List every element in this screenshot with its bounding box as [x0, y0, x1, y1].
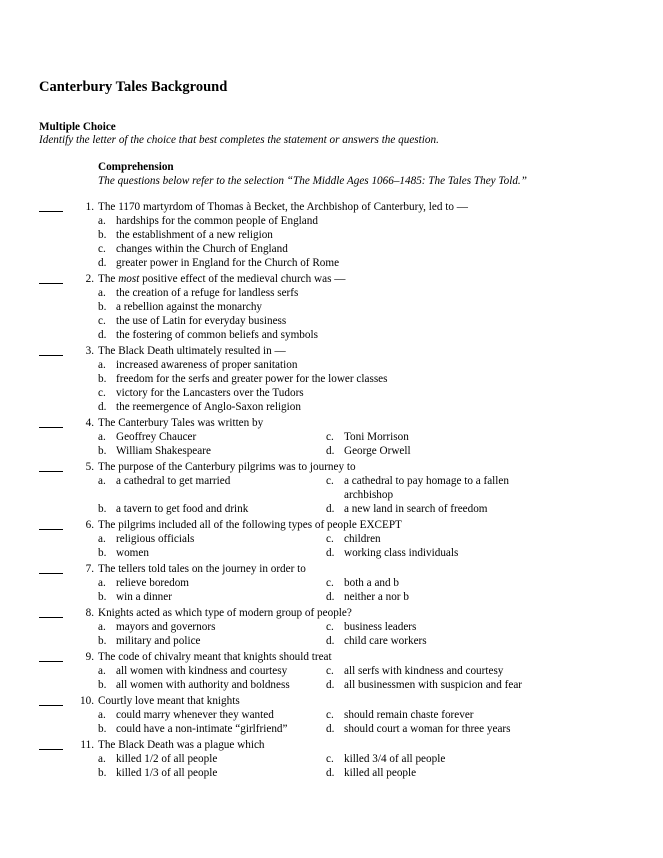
choice-text: should court a woman for three years [344, 723, 511, 735]
choice-letter: a. [98, 215, 106, 227]
choice-text: victory for the Lancasters over the Tudors [116, 387, 304, 399]
choice-letter: d. [326, 723, 335, 735]
choice-list [98, 214, 639, 270]
question-list [39, 200, 639, 782]
choice-text: killed 1/3 of all people [116, 767, 218, 779]
answer-choice [98, 300, 639, 314]
question-line [39, 344, 639, 358]
answer-choice [98, 634, 326, 648]
choice-text: could marry whenever they wanted [116, 709, 274, 721]
answer-choice [98, 766, 326, 780]
answer-choice [98, 372, 639, 386]
choice-letter: c. [326, 753, 334, 765]
choice-letter: a. [98, 431, 106, 443]
choice-letter: d. [326, 635, 335, 647]
answer-blank[interactable] [39, 573, 63, 574]
question-text: The purpose of the Canterbury pilgrims was to journey to [98, 461, 356, 473]
answer-choice [326, 752, 626, 766]
answer-choice [98, 286, 639, 300]
answer-blank[interactable] [39, 471, 63, 472]
choice-text: killed all people [344, 767, 417, 779]
answer-choice [98, 532, 326, 546]
answer-choice [326, 678, 626, 692]
question-text: Courtly love meant that knights [98, 695, 240, 707]
question-text: The pilgrims included all of the following types of people EXCEPT [98, 519, 402, 531]
choice-text: the reemergence of Anglo-Saxon religion [116, 401, 301, 413]
answer-blank[interactable] [39, 427, 63, 428]
choice-text: relieve boredom [116, 577, 189, 589]
question-text-part: positive effect of the medieval church was — [139, 273, 346, 285]
answer-choice [98, 590, 326, 604]
question-number: 3. [85, 345, 94, 357]
question-line [39, 518, 639, 532]
question-text: The tellers told tales on the journey in order to [98, 563, 306, 575]
choice-list [98, 576, 639, 604]
answer-blank[interactable] [39, 749, 63, 750]
question-line [39, 738, 639, 752]
choice-letter: d. [326, 767, 335, 779]
question-number: 7. [85, 563, 94, 575]
choice-letter: a. [98, 665, 106, 677]
answer-blank[interactable] [39, 355, 63, 356]
question-text-part: The [98, 273, 119, 285]
choice-letter: c. [98, 243, 106, 255]
choice-text: George Orwell [344, 445, 411, 457]
answer-choice [326, 546, 626, 560]
answer-choice [98, 664, 326, 678]
answer-choice [98, 444, 326, 458]
question-text: The Canterbury Tales was written by [98, 417, 264, 429]
choice-text: should remain chaste forever [344, 709, 474, 721]
choice-letter: d. [326, 503, 335, 515]
choice-text: a cathedral to pay homage to a fallen archbishop [344, 475, 509, 501]
choice-letter: d. [326, 591, 335, 603]
answer-choice [98, 242, 639, 256]
choice-text: a tavern to get food and drink [116, 503, 249, 515]
answer-blank[interactable] [39, 705, 63, 706]
section-heading: Multiple Choice [39, 121, 116, 133]
question-item [39, 200, 639, 270]
choice-text: military and police [116, 635, 201, 647]
question-item [39, 694, 639, 736]
document-title: Canterbury Tales Background [39, 79, 228, 95]
choice-letter: d. [98, 257, 107, 269]
choice-text: mayors and governors [116, 621, 216, 633]
choice-text: a cathedral to get married [116, 475, 231, 487]
choice-text: greater power in England for the Church of Rome [116, 257, 340, 269]
choice-list [98, 708, 639, 736]
question-text-emphasis: most [118, 273, 140, 285]
choice-text: Toni Morrison [344, 431, 409, 443]
answer-choice [326, 590, 626, 604]
choice-letter: c. [326, 709, 334, 721]
question-item [39, 460, 639, 516]
answer-blank[interactable] [39, 211, 63, 212]
choice-list [98, 358, 639, 414]
choice-letter: a. [98, 753, 106, 765]
choice-letter: b. [98, 373, 107, 385]
choice-letter: b. [98, 503, 107, 515]
question-number: 11. [80, 739, 94, 751]
question-text: Knights acted as which type of modern group of people? [98, 607, 352, 619]
choice-text: neither a nor b [344, 591, 409, 603]
question-text [98, 272, 345, 286]
question-line [39, 650, 639, 664]
choice-text: women [116, 547, 149, 559]
question-text: The code of chivalry meant that knights should treat [98, 651, 332, 663]
choice-letter: b. [98, 301, 107, 313]
answer-choice [326, 444, 626, 458]
choice-letter: d. [98, 401, 107, 413]
answer-choice [326, 722, 626, 736]
choice-text: child care workers [344, 635, 427, 647]
answer-choice [326, 708, 626, 722]
choice-text: a rebellion against the monarchy [116, 301, 263, 313]
choice-letter: b. [98, 635, 107, 647]
choice-text: the fostering of common beliefs and symbols [116, 329, 318, 341]
question-number: 6. [85, 519, 94, 531]
answer-choice [326, 634, 626, 648]
answer-choice [98, 214, 639, 228]
choice-text: all women with authority and boldness [116, 679, 290, 691]
choice-letter: b. [98, 547, 107, 559]
choice-list [98, 752, 639, 780]
choice-letter: d. [326, 679, 335, 691]
question-text: The 1170 martyrdom of Thomas à Becket, the Archbishop of Canterbury, led to — [98, 201, 468, 213]
choice-letter: a. [98, 475, 106, 487]
question-item [39, 416, 639, 458]
question-item [39, 562, 639, 604]
choice-list [98, 664, 639, 692]
choice-letter: c. [98, 387, 106, 399]
answer-choice [98, 576, 326, 590]
question-line [39, 562, 639, 576]
choice-text: the use of Latin for everyday business [116, 315, 287, 327]
answer-choice [98, 314, 639, 328]
answer-choice [98, 386, 639, 400]
choice-text: freedom for the serfs and greater power for the lower classes [116, 373, 388, 385]
choice-text: William Shakespeare [116, 445, 211, 457]
choice-text: could have a non-intimate “girlfriend” [116, 723, 288, 735]
choice-text: all serfs with kindness and courtesy [344, 665, 504, 677]
answer-blank[interactable] [39, 529, 63, 530]
answer-choice [98, 256, 639, 270]
question-line [39, 200, 639, 214]
answer-choice [98, 752, 326, 766]
choice-letter: b. [98, 679, 107, 691]
choice-text: a new land in search of freedom [344, 503, 488, 515]
answer-choice [326, 664, 626, 678]
answer-choice [98, 358, 639, 372]
choice-text: the creation of a refuge for landless serfs [116, 287, 299, 299]
choice-letter: a. [98, 577, 106, 589]
answer-choice [326, 766, 626, 780]
answer-choice [326, 502, 626, 516]
choice-letter: c. [98, 315, 106, 327]
answer-choice [326, 474, 626, 502]
answer-choice [326, 620, 626, 634]
choice-text: children [344, 533, 381, 545]
choice-text: increased awareness of proper sanitation [116, 359, 298, 371]
choice-letter: c. [326, 665, 334, 677]
question-item [39, 650, 639, 692]
choice-text: killed 1/2 of all people [116, 753, 218, 765]
choice-text: religious officials [116, 533, 195, 545]
choice-letter: b. [98, 767, 107, 779]
choice-text: business leaders [344, 621, 417, 633]
choice-letter: a. [98, 533, 106, 545]
question-line [39, 272, 639, 286]
choice-letter: a. [98, 621, 106, 633]
choice-list [98, 474, 639, 516]
choice-letter: b. [98, 229, 107, 241]
answer-choice [98, 678, 326, 692]
choice-text: working class individuals [344, 547, 459, 559]
question-item [39, 518, 639, 560]
answer-choice [98, 708, 326, 722]
choice-letter: b. [98, 445, 107, 457]
question-text: The Black Death ultimately resulted in — [98, 345, 286, 357]
answer-choice [98, 502, 326, 516]
subsection-instructions: The questions below refer to the selection “The Middle Ages 1066–1485: The Tales They Told.” [98, 175, 527, 187]
question-line [39, 416, 639, 430]
answer-choice [98, 400, 639, 414]
choice-text: Geoffrey Chaucer [116, 431, 197, 443]
choice-letter: c. [326, 431, 334, 443]
choice-list [98, 620, 639, 648]
choice-letter: c. [326, 621, 334, 633]
choice-letter: c. [326, 475, 334, 487]
answer-choice [98, 722, 326, 736]
answer-choice [98, 430, 326, 444]
answer-choice [98, 328, 639, 342]
answer-blank[interactable] [39, 661, 63, 662]
question-line [39, 460, 639, 474]
choice-text: hardships for the common people of England [116, 215, 318, 227]
choice-letter: d. [326, 547, 335, 559]
subsection-heading: Comprehension [98, 161, 174, 173]
answer-choice [98, 474, 326, 502]
choice-letter: a. [98, 709, 106, 721]
choice-letter: d. [326, 445, 335, 457]
choice-list [98, 430, 639, 458]
question-item [39, 606, 639, 648]
choice-text: all businessmen with suspicion and fear [344, 679, 523, 691]
choice-list [98, 532, 639, 560]
question-line [39, 694, 639, 708]
choice-text: all women with kindness and courtesy [116, 665, 288, 677]
question-number: 9. [85, 651, 94, 663]
question-item [39, 344, 639, 414]
choice-letter: a. [98, 359, 106, 371]
choice-letter: b. [98, 723, 107, 735]
question-item [39, 272, 639, 342]
answer-choice [98, 620, 326, 634]
choice-text: changes within the Church of England [116, 243, 288, 255]
answer-choice [98, 546, 326, 560]
section-instructions: Identify the letter of the choice that best completes the statement or answers the question. [39, 134, 439, 146]
choice-text: killed 3/4 of all people [344, 753, 446, 765]
question-number: 2. [85, 273, 94, 285]
choice-list [98, 286, 639, 342]
answer-choice [326, 430, 626, 444]
question-line [39, 606, 639, 620]
choice-letter: c. [326, 577, 334, 589]
question-number: 4. [85, 417, 94, 429]
answer-blank[interactable] [39, 283, 63, 284]
answer-blank[interactable] [39, 617, 63, 618]
choice-text: the establishment of a new religion [116, 229, 273, 241]
answer-choice [326, 532, 626, 546]
question-number: 8. [85, 607, 94, 619]
question-number: 10. [80, 695, 94, 707]
answer-choice [98, 228, 639, 242]
choice-text: win a dinner [116, 591, 172, 603]
question-text: The Black Death was a plague which [98, 739, 265, 751]
question-item [39, 738, 639, 780]
question-number: 1. [85, 201, 94, 213]
choice-letter: a. [98, 287, 106, 299]
choice-letter: d. [98, 329, 107, 341]
choice-text: both a and b [344, 577, 399, 589]
answer-choice [326, 576, 626, 590]
choice-letter: b. [98, 591, 107, 603]
question-number: 5. [85, 461, 94, 473]
choice-letter: c. [326, 533, 334, 545]
